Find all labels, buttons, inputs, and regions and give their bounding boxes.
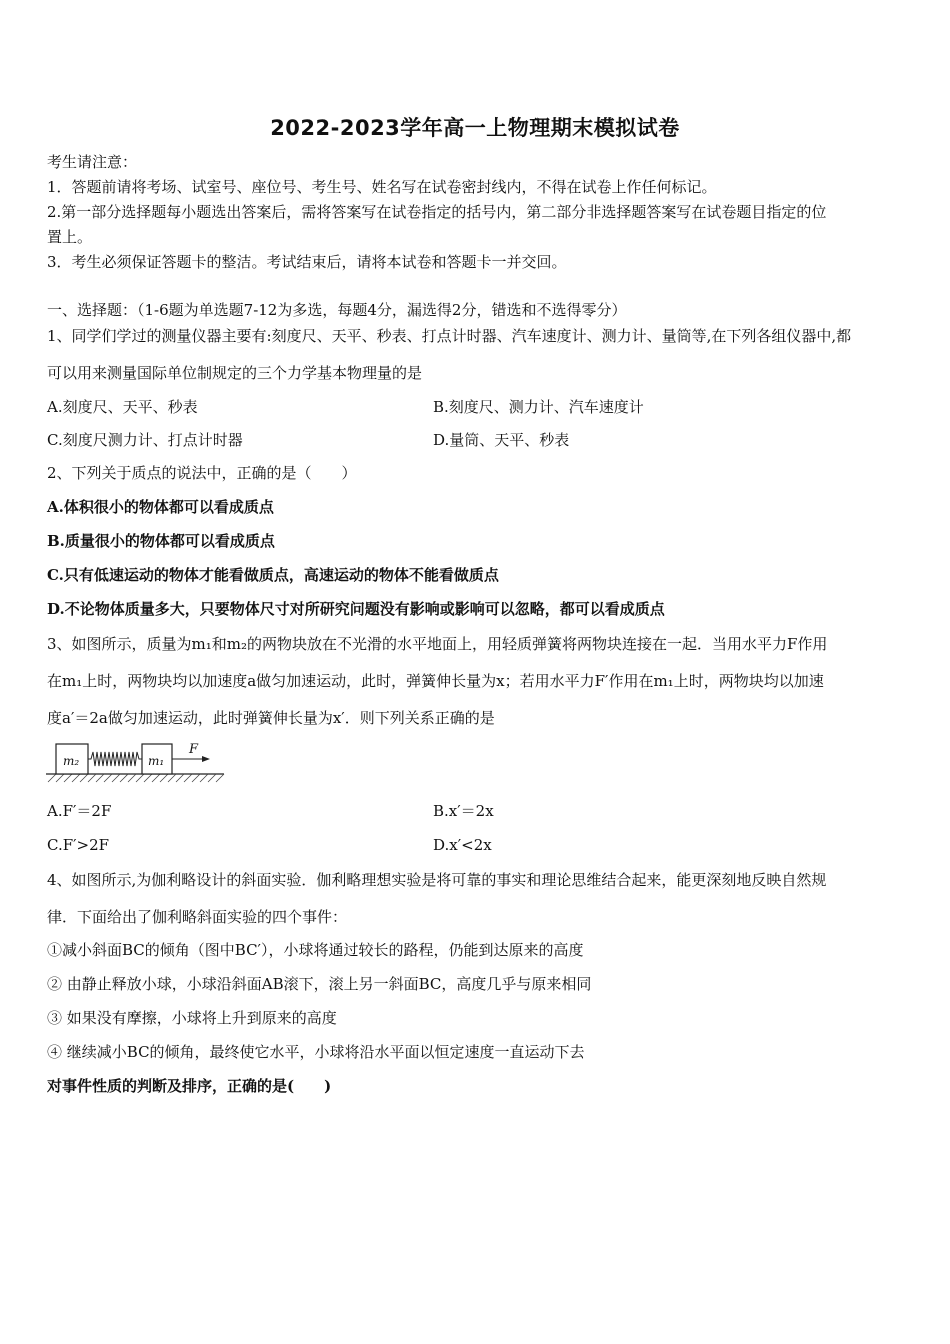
q3-option-b: B.x′＝2x (433, 802, 494, 820)
block-m1-label: m₁ (148, 754, 165, 768)
q3-stem-line-1: 3、如图所示，质量为m₁和m₂的两物块放在不光滑的水平地面上，用轻质弹簧将两物块连接在一起．当用水平力F作用 (47, 635, 828, 653)
q4-event-1: ①减小斜面BC的倾角（图中BC′），小球将通过较长的路程，仍能到达原来的高度 (47, 941, 584, 959)
q1-stem-line-1: 1、同学们学过的测量仪器主要有:刻度尺、天平、秒表、打点计时器、汽车速度计、测力计、量筒等,在下列各组仪器中,都 (47, 327, 852, 345)
q3-stem-line-2: 在m₁上时，两物块均以加速度a做匀加速运动，此时，弹簧伸长量为x；若用水平力F′作用在m₁上时，两物块均以加速 (47, 672, 824, 690)
force-arrowhead (202, 756, 210, 762)
force-label: F (189, 742, 199, 757)
q2-option-d: D.不论物体质量多大，只要物体尺寸对所研究问题没有影响或影响可以忽略，都可以看成质点 (47, 600, 665, 618)
notice-item-1: 1．答题前请将考场、试室号、座位号、考生号、姓名写在试卷密封线内，不得在试卷上作任何标记。 (47, 178, 717, 196)
q1-option-a: A.刻度尺、天平、秒表 (47, 398, 198, 416)
ground-hatching (48, 774, 224, 782)
q4-event-4: ④ 继续减小BC的倾角，最终使它水平，小球将沿水平面以恒定速度一直运动下去 (47, 1043, 585, 1061)
q2-option-a: A.体积很小的物体都可以看成质点 (47, 498, 274, 516)
spring-blocks-diagram (44, 738, 226, 788)
q1-option-b: B.刻度尺、测力计、汽车速度计 (433, 398, 644, 416)
q3-option-d: D.x′<2x (433, 836, 492, 854)
page-title: 2022-2023学年高一上物理期末模拟试卷 (270, 116, 680, 140)
q4-stem-line-2: 律．下面给出了伽利略斜面实验的四个事件： (47, 908, 348, 926)
spring (88, 752, 142, 766)
q2-option-c: C.只有低速运动的物体才能看做质点，高速运动的物体不能看做质点 (47, 566, 499, 584)
q2-option-b: B.质量很小的物体都可以看成质点 (47, 532, 275, 550)
q1-stem-line-2: 可以用来测量国际单位制规定的三个力学基本物理量的是 (47, 364, 423, 382)
q4-stem-line-1: 4、如图所示,为伽利略设计的斜面实验．伽利略理想实验是将可靠的事实和理论思维结合起来，能更深刻地反映自然规 (47, 871, 827, 889)
notice-item-2-cont: 置上。 (47, 228, 93, 246)
q2-stem: 2、下列关于质点的说法中，正确的是（ ） (47, 464, 357, 482)
q4-question: 对事件性质的判断及排序，正确的是( ) (47, 1077, 332, 1095)
notice-heading: 考生请注意： (47, 153, 138, 171)
q4-event-2: ② 由静止释放小球，小球沿斜面AB滚下，滚上另一斜面BC，高度几乎与原来相同 (47, 975, 592, 993)
section-heading: 一、选择题：（1-6题为单选题7-12为多选，每题4分，漏选得2分，错选和不选得零分） (47, 301, 627, 319)
q3-option-a: A.F′＝2F (47, 802, 112, 820)
q3-stem-line-3: 度a′＝2a做匀加速运动，此时弹簧伸长量为x′．则下列关系正确的是 (47, 709, 495, 727)
block-m2-label: m₂ (63, 754, 80, 768)
q3-option-c: C.F′>2F (47, 836, 110, 854)
notice-item-3: 3．考生必须保证答题卡的整洁。考试结束后，请将本试卷和答题卡一并交回。 (47, 253, 567, 271)
notice-item-2: 2.第一部分选择题每小题选出答案后，需将答案写在试卷指定的括号内，第二部分非选择题答案写在试卷题目指定的位 (47, 203, 827, 221)
q1-option-d: D.量筒、天平、秒表 (433, 431, 570, 449)
q1-option-c: C.刻度尺测力计、打点计时器 (47, 431, 243, 449)
q4-event-3: ③ 如果没有摩擦，小球将上升到原来的高度 (47, 1009, 337, 1027)
